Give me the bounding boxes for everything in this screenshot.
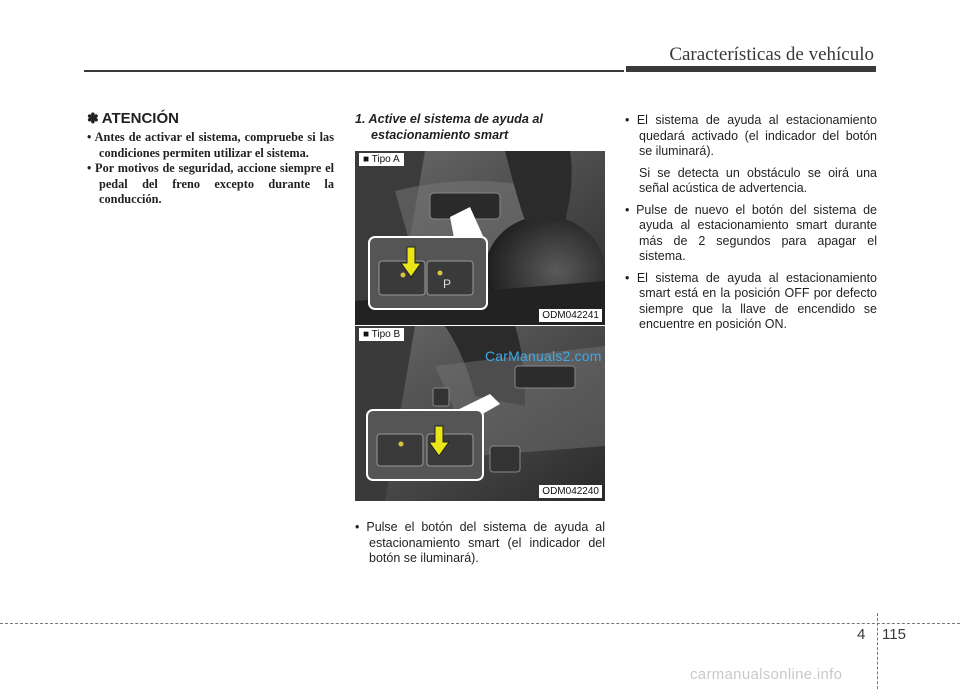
chapter-number: 4 bbox=[857, 626, 866, 643]
footer-divider bbox=[877, 613, 878, 689]
footer-watermark[interactable]: carmanualsonline.info bbox=[690, 666, 843, 683]
right-column-text bbox=[625, 113, 877, 339]
page-number: 115 bbox=[882, 626, 906, 643]
middle-bullet: • Pulse el botón del sistema de ayuda al estacionamiento smart (el indicador del botón se iluminará). bbox=[355, 520, 605, 565]
attention-list bbox=[87, 130, 334, 208]
photo-tipo-a bbox=[355, 151, 605, 325]
right-paragraph: • El sistema de ayuda al estacionamiento quedará activado (el indicador del botón se iluminará). bbox=[625, 113, 877, 158]
watermark-text[interactable]: CarManuals2.com bbox=[485, 348, 602, 364]
footer-rule bbox=[0, 623, 960, 624]
step-heading-block bbox=[355, 111, 605, 143]
photo-a-label: ■ Tipo A bbox=[359, 153, 404, 166]
attention-item: • Antes de activar el sistema, compruebe si las condiciones permiten utilizar el sistema. bbox=[87, 130, 334, 160]
right-paragraph: Si se detecta un obstáculo se oirá una señal acústica de advertencia. bbox=[639, 165, 877, 195]
right-paragraph: • Pulse de nuevo el botón del sistema de ayuda al estacionamiento smart durante más de 2 segundos para apagar el sistema. bbox=[625, 202, 877, 263]
attention-item: • Por motivos de seguridad, accione siempre el pedal del freno excepto durante la conducción. bbox=[87, 161, 334, 206]
console-illustration-a bbox=[355, 151, 605, 325]
header-rule-thin bbox=[84, 70, 624, 72]
attention-heading-text: ATENCIÓN bbox=[101, 110, 179, 127]
page-header-title: Características de vehículo bbox=[669, 44, 874, 65]
header-rule-thick bbox=[626, 66, 876, 72]
attention-star-icon: ✽ bbox=[87, 110, 99, 126]
photo-b-code: ODM042240 bbox=[539, 485, 602, 498]
right-paragraph: • El sistema de ayuda al estacionamiento smart está en la posición OFF por defecto siempre que la llave de encendido se encuentre en posición ON. bbox=[625, 270, 877, 331]
attention-box bbox=[87, 110, 334, 208]
step-title: 1. Active el sistema de ayuda al estacionamiento smart bbox=[355, 112, 543, 142]
svg-text:P: P bbox=[443, 277, 452, 291]
attention-heading bbox=[87, 110, 334, 127]
photo-b-label: ■ Tipo B bbox=[359, 328, 404, 341]
photo-a-code: ODM042241 bbox=[539, 309, 602, 322]
